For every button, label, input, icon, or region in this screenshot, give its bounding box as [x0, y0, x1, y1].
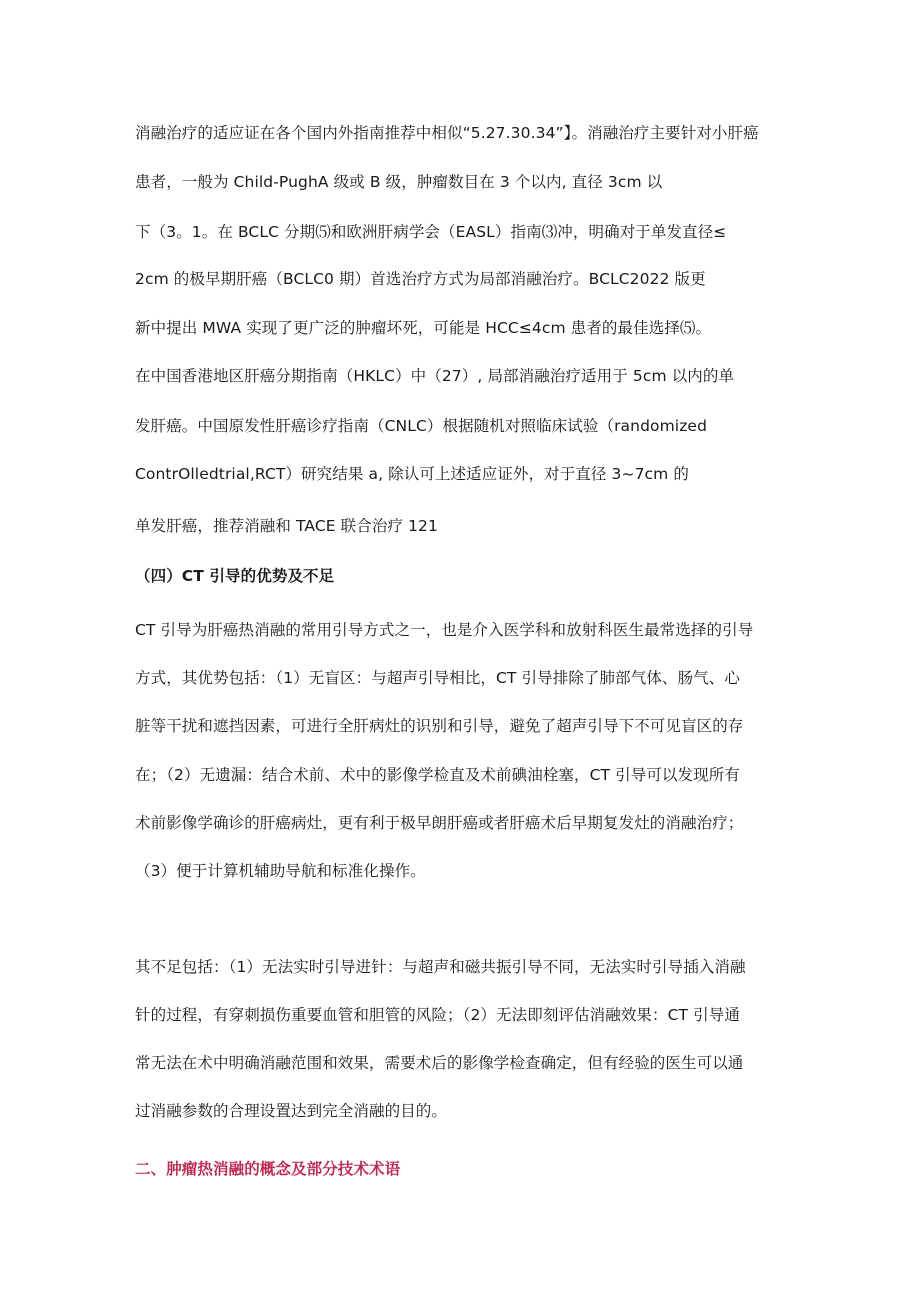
limitations-line-2: 针的过程，有穿刺损伤重要血管和胆管的风险；（2）无法即刻评估消融效果：CT 引导通 [135, 1006, 740, 1024]
intro-line-3: 下（3。1。在 BCLC 分期⑸和欧洲肝病学会（EASL）指南⑶冲，明确对于单发直径≤ [135, 223, 727, 241]
advantages-line-2: 方式，其优势包括：（1）无盲区：与超声引导相比，CT 引导排除了肺部气体、肠气、心 [135, 669, 740, 687]
section-heading-thermal-ablation: 二、肿瘤热消融的概念及部分技术术语 [135, 1160, 401, 1178]
intro-line-6: 在中国香港地区肝癌分期指南（HKLC）中（27）, 局部消融治疗适用于 5cm 以内的单 [135, 367, 735, 385]
intro-line-8: ContrOlledtrial,RCT）研究结果 a, 除认可上述适应证外，对于直径 3~7cm 的 [135, 465, 690, 483]
limitations-line-1: 其不足包括：（1）无法实时引导进针：与超声和磁共振引导不同，无法实时引导插入消融 [135, 958, 746, 976]
intro-line-5: 新中提出 MWA 实现了更广泛的肿瘤坏死，可能是 HCC≤4cm 患者的最佳选择⑸。 [135, 319, 712, 337]
intro-line-7: 发肝癌。中国原发性肝癌诊疗指南（CNLC）根据随机对照临床试验（randomized [135, 417, 708, 435]
advantages-line-4: 在；（2）无遗漏：结合术前、术中的影像学检直及术前碘油栓塞，CT 引导可以发现所有 [135, 766, 740, 784]
intro-line-4: 2cm 的极早期肝癌（BCLC0 期）首选治疗方式为局部消融治疗。BCLC2022 版更 [135, 270, 706, 288]
intro-line-1: 消融治疗的适应证在各个国内外指南推荐中相似“5.27.30.34”】。消融治疗主要针对小肝癌 [135, 124, 759, 142]
intro-line-9: 单发肝癌，推荐消融和 TACE 联合治疗 121 [135, 517, 438, 535]
section-heading-ct-guidance: （四）CT 引导的优势及不足 [135, 567, 335, 585]
limitations-line-4: 过消融参数的合理设置达到完全消融的目的。 [135, 1102, 448, 1120]
intro-line-2: 患者，一般为 Child-PughA 级或 B 级，肿瘤数目在 3 个以内, 直径 3cm 以 [135, 173, 663, 191]
advantages-line-6: （3）便于计算机辅助导航和标准化操作。 [135, 862, 426, 880]
advantages-line-3: 脏等干扰和遮挡因素，可进行全肝病灶的识别和引导，避免了超声引导下不可见盲区的存 [135, 717, 744, 735]
limitations-line-3: 常无法在术中明确消融范围和效果，需要术后的影像学检查确定，但有经验的医生可以通 [135, 1054, 744, 1072]
advantages-line-1: CT 引导为肝癌热消融的常用引导方式之一，也是介入医学科和放射科医生最常选择的引导 [135, 621, 754, 639]
advantages-line-5: 术前影像学确诊的肝癌病灶，更有利于极早朗肝癌或者肝癌术后早期复发灶的消融治疗； [135, 814, 744, 832]
